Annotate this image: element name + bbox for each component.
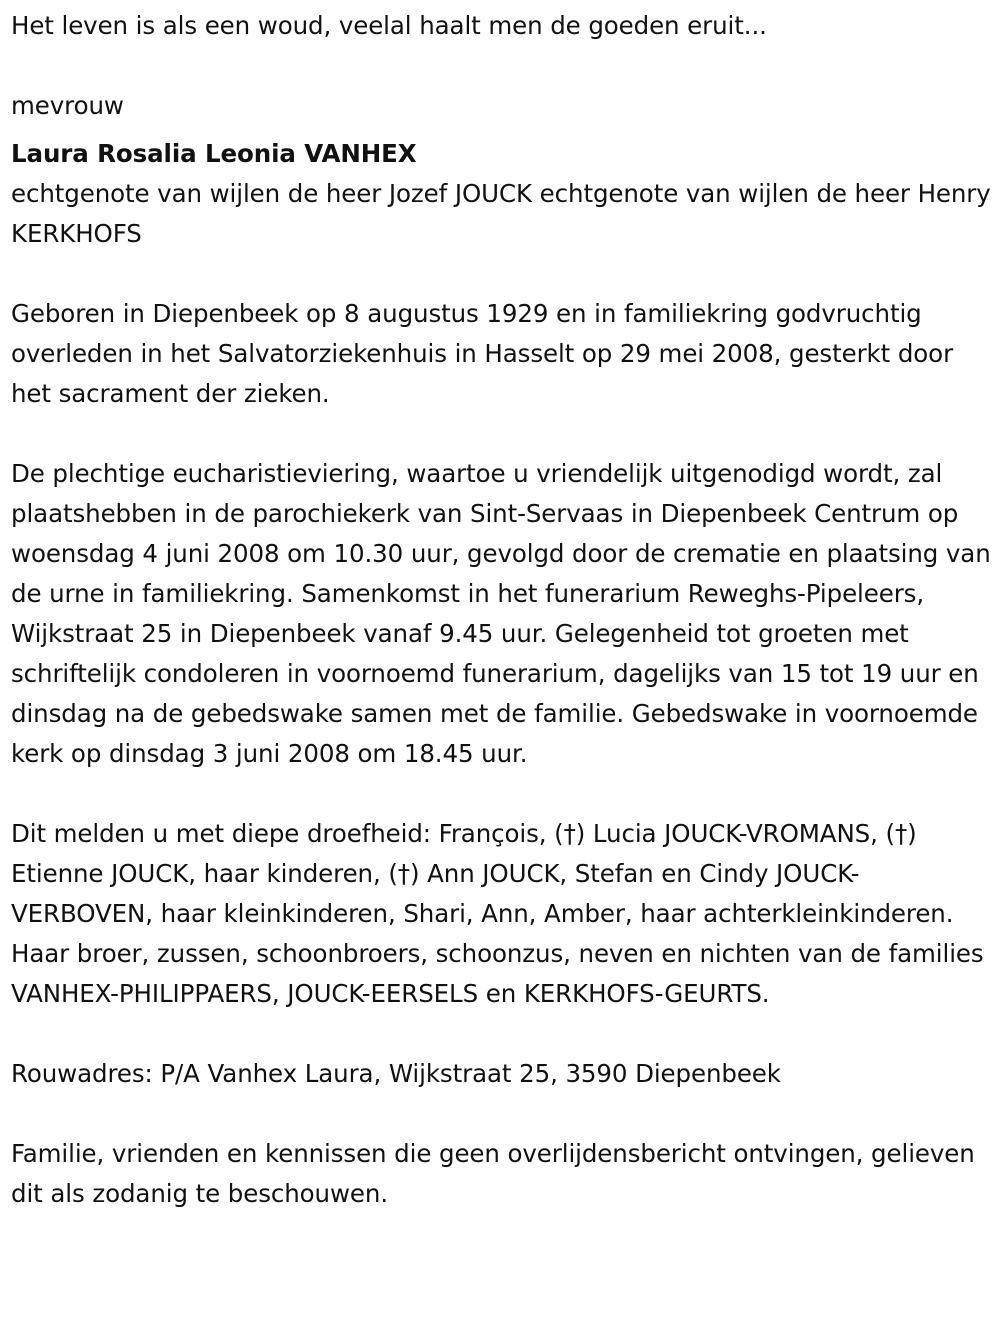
salutation: mevrouw (11, 91, 124, 120)
closing-paragraph: Familie, vrienden en kennissen die geen overlijdensbericht ontvingen, gelieven dit als zodanig te beschouwen. (11, 1139, 975, 1208)
birth-death-paragraph: Geboren in Diepenbeek op 8 augustus 1929 en in familiekring godvruchtig overleden in het Salvatorziekenhuis in Hasselt op 29 mei 2008, gesterkt door het sacrament der zieken. (11, 299, 954, 408)
obituary-document (11, 6, 993, 1214)
motto: Het leven is als een woud, veelal haalt men de goeden eruit... (11, 11, 767, 40)
ceremony-paragraph: De plechtige eucharistieviering, waartoe u vriendelijk uitgenodigd wordt, zal plaatshebben in de parochiekerk van Sint-Servaas in Diepenbeek Centrum op woensdag 4 juni 2008 om 10.30 uur, gevolgd door de crematie en plaatsing van de urne in familiekring. Samenkomst in het funerarium Reweghs-Pipeleers, Wijkstraat 25 in Diepenbeek vanaf 9.45 uur. Gelegenheid tot groeten met schriftelijk condoleren in voornoemd funerarium, dagelijks van 15 tot 19 uur en dinsdag na de gebedswake samen met de familie. Gebedswake in voornoemde kerk op dinsdag 3 juni 2008 om 18.45 uur. (11, 459, 991, 768)
deceased-name: Laura Rosalia Leonia VANHEX (11, 139, 417, 168)
address-line: Rouwadres: P/A Vanhex Laura, Wijkstraat 25, 3590 Diepenbeek (11, 1059, 781, 1088)
family-paragraph: Dit melden u met diepe droefheid: François, (†) Lucia JOUCK-VROMANS, (†) Etienne JOUCK, haar kinderen, (†) Ann JOUCK, Stefan en Cindy JOUCK-VERBOVEN, haar kleinkinderen, Shari, Ann, Amber, haar achterkleinkinderen. Haar broer, zussen, schoonbroers, schoonzus, neven en nichten van de families VANHEX-PHILIPPAERS, JOUCK-EERSELS en KERKHOFS-GEURTS. (11, 819, 984, 1008)
spouse-line: echtgenote van wijlen de heer Jozef JOUCK echtgenote van wijlen de heer Henry KERKHOFS (11, 179, 991, 248)
